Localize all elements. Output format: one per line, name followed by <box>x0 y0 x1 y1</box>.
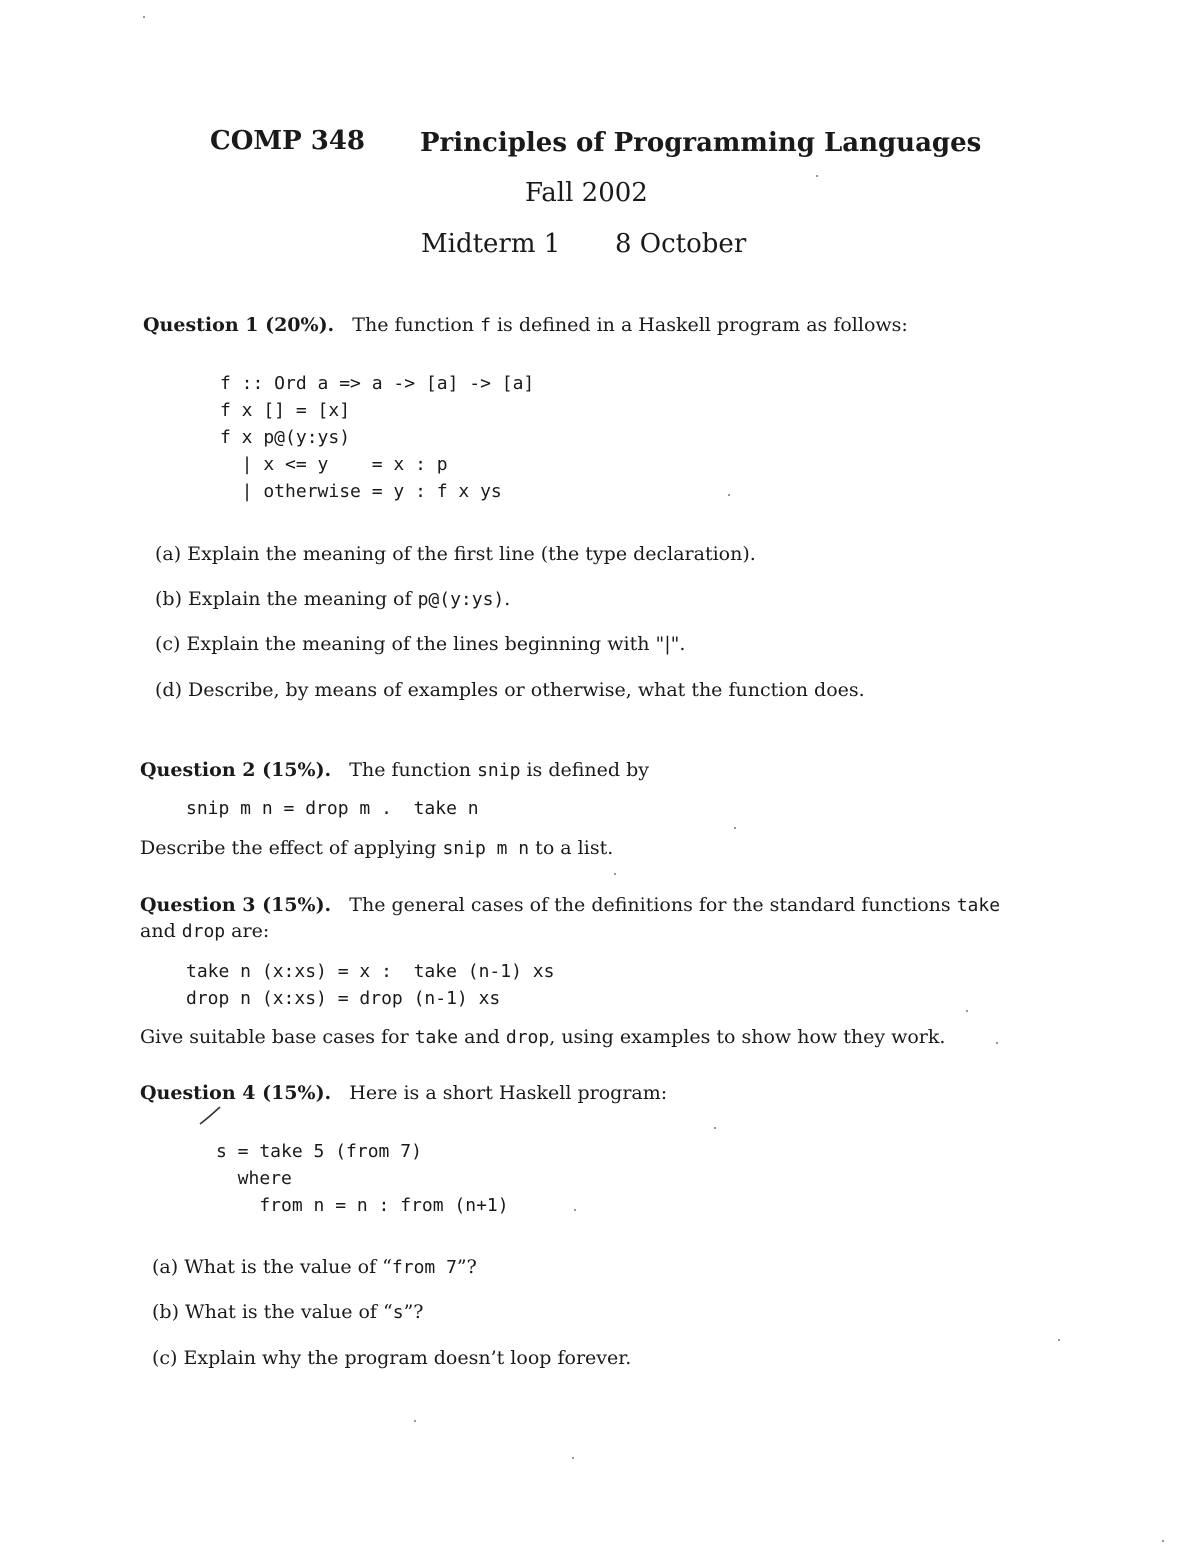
scan-speck <box>143 16 145 18</box>
q2-label: Question 2 (15%). <box>140 759 332 781</box>
q1-code-block <box>220 370 534 505</box>
code-line: f x [] = [x] <box>220 400 351 421</box>
exam-name: Midterm 1 <box>421 229 561 259</box>
q4-label: Question 4 (15%). <box>140 1082 332 1104</box>
scan-speck <box>728 494 730 496</box>
code-line: | x <= y = x : p <box>220 454 448 475</box>
q1-part-b: (b) Explain the meaning of p@(y:ys). <box>155 588 511 610</box>
q2-text: Describe the effect of applying snip m n to a list. <box>140 837 614 859</box>
q4-heading: Question 4 (15%). Here is a short Haskell program: <box>140 1082 668 1104</box>
q3-code-block <box>186 958 554 1012</box>
scan-speck <box>1162 1540 1164 1542</box>
q2-heading: Question 2 (15%). The function snip is defined by <box>140 759 650 781</box>
term: Fall 2002 <box>525 178 648 208</box>
q2-code: snip m n = drop m . take n <box>186 798 479 819</box>
code-line: from n = n : from (n+1) <box>216 1195 509 1216</box>
scan-speck <box>574 1209 576 1211</box>
q1-fn-name: f <box>480 315 491 336</box>
q4-part-c: (c) Explain why the program doesn’t loop forever. <box>152 1347 632 1369</box>
q1-label: Question 1 (20%). <box>143 314 335 336</box>
scan-speck <box>1058 1339 1060 1341</box>
exam-date: 8 October <box>615 229 747 259</box>
pen-mark-icon <box>198 1104 224 1126</box>
q4-part-b: (b) What is the value of “s”? <box>152 1301 424 1323</box>
scan-speck <box>966 1010 968 1012</box>
scan-speck <box>996 1042 998 1044</box>
scan-speck <box>572 1457 574 1459</box>
q1-part-c: (c) Explain the meaning of the lines beginning with "|". <box>155 633 686 655</box>
scan-speck <box>734 827 736 829</box>
code-line: f :: Ord a => a -> [a] -> [a] <box>220 373 535 394</box>
course-title: Principles of Programming Languages <box>420 128 982 158</box>
q3-heading-line2: and drop are: <box>140 920 270 942</box>
q3-label: Question 3 (15%). <box>140 894 332 916</box>
code-line: s = take 5 (from 7) <box>216 1141 422 1162</box>
code-line: drop n (x:xs) = drop (n-1) xs <box>186 988 501 1009</box>
scan-speck <box>414 1420 416 1422</box>
q1-heading: Question 1 (20%). The function f is defined in a Haskell program as follows: <box>143 314 908 336</box>
q1-part-d: (d) Describe, by means of examples or otherwise, what the function does. <box>155 679 865 701</box>
code-line: where <box>216 1168 292 1189</box>
scan-speck <box>816 175 818 177</box>
q1-part-a: (a) Explain the meaning of the first line (the type declaration). <box>155 543 756 565</box>
q4-code-block <box>216 1138 509 1219</box>
q3-text: Give suitable base cases for take and drop, using examples to show how they work. <box>140 1026 946 1048</box>
q4-part-a: (a) What is the value of “from 7”? <box>152 1256 477 1278</box>
course-code: COMP 348 <box>210 126 365 156</box>
q3-heading: Question 3 (15%). The general cases of the definitions for the standard functions take <box>140 894 1001 916</box>
code-line: f x p@(y:ys) <box>220 427 351 448</box>
scan-speck <box>714 1127 716 1129</box>
scan-speck <box>614 873 616 875</box>
code-line: take n (x:xs) = x : take (n-1) xs <box>186 961 555 982</box>
code-line: | otherwise = y : f x ys <box>220 481 502 502</box>
